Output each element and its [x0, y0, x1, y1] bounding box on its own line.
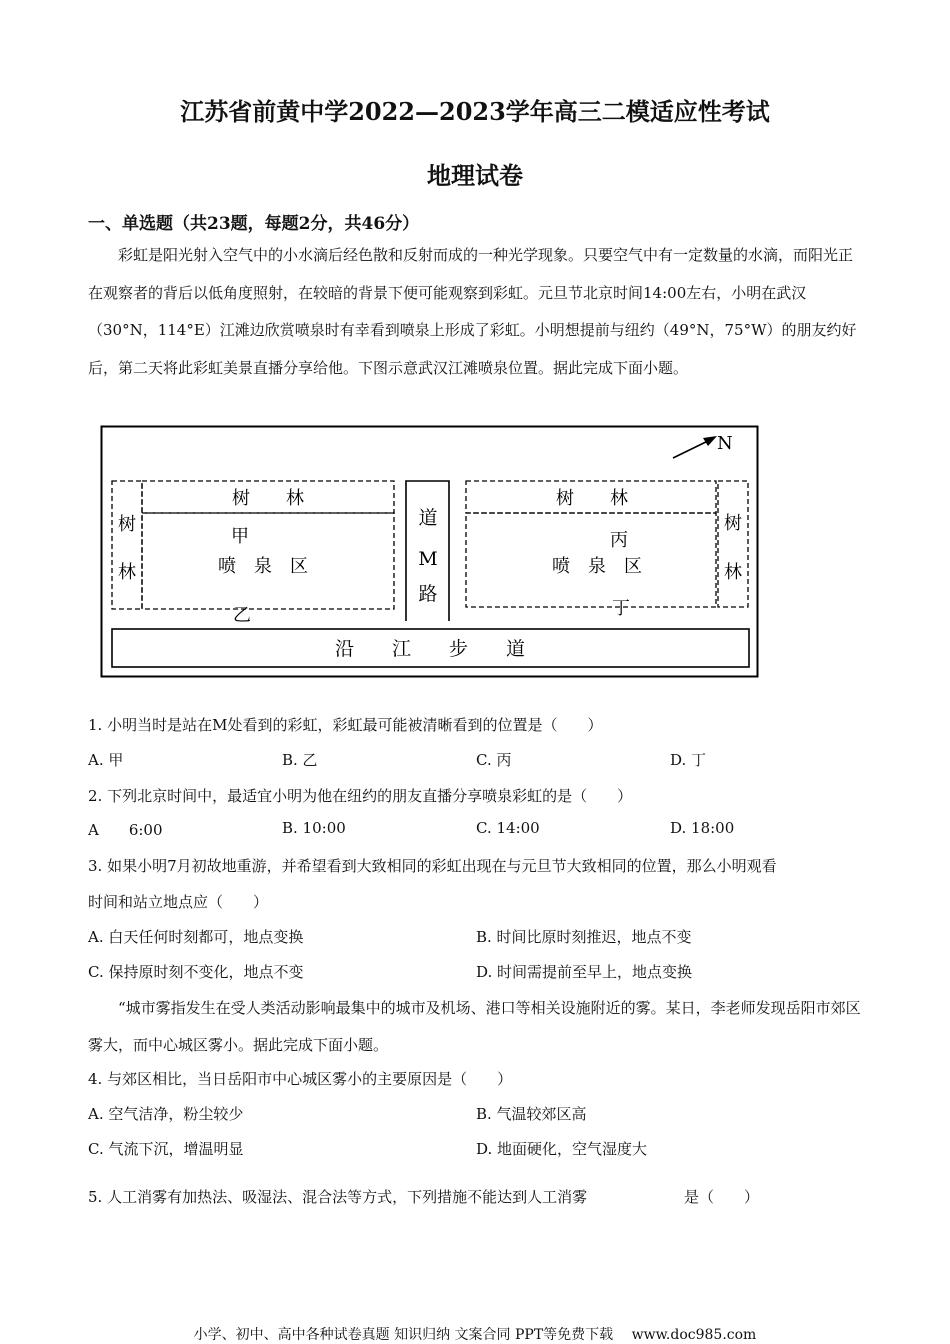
passage-city-fog: “城市雾指发生在受人类活动影响最集中的城市及机场、港口等相关设施附近的雾。某日，李老师发现岳阳市郊区雾大，而中心城区雾小。据此完成下面小题。: [88, 999, 861, 1054]
point-ding: 丁: [612, 598, 630, 619]
exam-subtitle: 地理试卷: [427, 161, 523, 190]
q2-option-d: D. 18:00: [670, 819, 735, 837]
q2-option-a: A 6:00: [88, 821, 163, 839]
question-5-stem: 5. 人工消雾有加热法、吸湿法、混合法等方式，下列措施不能达到人工消雾: [88, 1188, 588, 1206]
q1-option-b: B. 乙: [282, 751, 318, 769]
page-footer: 小学、初中、高中各种试卷真题 知识归纳 文案合同 PPT等免费下载 www.doc985.com: [193, 1327, 757, 1343]
road-char-2: M: [418, 548, 438, 570]
tree-belt-left-side: [112, 481, 142, 609]
q3-option-a: A. 白天任何时刻都可，地点变换: [88, 928, 304, 946]
q2-option-c: C. 14:00: [476, 819, 540, 837]
trees-left-side-1: 树: [118, 514, 136, 535]
trees-top-right: 树 林: [556, 488, 628, 509]
q1-option-a: A. 甲: [88, 751, 124, 769]
road-char-1: 道: [418, 507, 438, 529]
exam-title: 江苏省前黄中学2022—2023学年高三二模适应性考试: [180, 97, 770, 126]
point-jia: 甲: [231, 526, 249, 547]
q3-option-c: C. 保持原时刻不变化，地点不变: [88, 963, 304, 981]
fountain-map: [100, 425, 760, 680]
q3-option-b: B. 时间比原时刻推迟，地点不变: [476, 928, 692, 946]
q1-option-c: C. 丙: [476, 751, 512, 769]
question-3-stem-line2: 时间和站立地点应（ ）: [88, 893, 269, 911]
fountain-right-label: 喷 泉 区: [552, 556, 642, 577]
point-yi: 乙: [233, 605, 251, 626]
passage-rainbow: 彩虹是阳光射入空气中的小水滴后经色散和反射而成的一种光学现象。只要空气中有一定数量的水滴，而阳光正在观察者的背后以低角度照射，在较暗的背景下便可能观察到彩虹。元旦节北京时间14:00左右，小明在武汉（30°N，114°E）江滩边欣赏喷泉时有幸看到喷泉上形成了彩虹。小明想提前与纽约（49°N，75°W）的朋友约好后，第二天将此彩虹美景直播分享给他。下图示意武汉江滩喷泉位置。据此完成下面小题。: [88, 246, 857, 377]
q3-option-d: D. 时间需提前至早上，地点变换: [476, 963, 693, 981]
fountain-left-label: 喷 泉 区: [218, 556, 308, 577]
section-heading: 一、单选题（共23题，每题2分，共46分）: [88, 214, 420, 234]
question-5-stem-tail: 是（ ）: [684, 1188, 760, 1206]
trees-left-side-2: 林: [118, 562, 136, 583]
q1-option-d: D. 丁: [670, 751, 707, 769]
question-3-stem-line1: 3. 如果小明7月初故地重游，并希望看到大致相同的彩虹出现在与元旦节大致相同的位置，那么小明观看: [88, 857, 777, 875]
q4-option-a: A. 空气洁净，粉尘较少: [88, 1105, 244, 1123]
q2-option-b: B. 10:00: [282, 819, 346, 837]
question-2-stem: 2. 下列北京时间中，最适宜小明为他在纽约的朋友直播分享喷泉彩虹的是（ ）: [88, 787, 633, 805]
trees-top-left: 树 林: [232, 488, 304, 509]
question-1-stem: 1. 小明当时是站在M处看到的彩虹，彩虹最可能被清晰看到的位置是（ ）: [88, 716, 603, 734]
tree-belt-right-side: [718, 481, 748, 607]
q4-option-d: D. 地面硬化，空气湿度大: [476, 1140, 648, 1158]
point-bing: 丙: [610, 530, 628, 551]
north-arrow: [673, 436, 717, 458]
north-label: N: [717, 433, 733, 454]
riverside-label: 沿 江 步 道: [334, 638, 526, 660]
question-4-stem: 4. 与郊区相比，当日岳阳市中心城区雾小的主要原因是（ ）: [88, 1070, 513, 1088]
trees-right-side-2: 林: [724, 562, 742, 583]
trees-right-side-1: 树: [724, 513, 742, 534]
q4-option-b: B. 气温较郊区高: [476, 1105, 587, 1123]
road-char-3: 路: [418, 583, 438, 605]
q4-option-c: C. 气流下沉，增温明显: [88, 1140, 244, 1158]
